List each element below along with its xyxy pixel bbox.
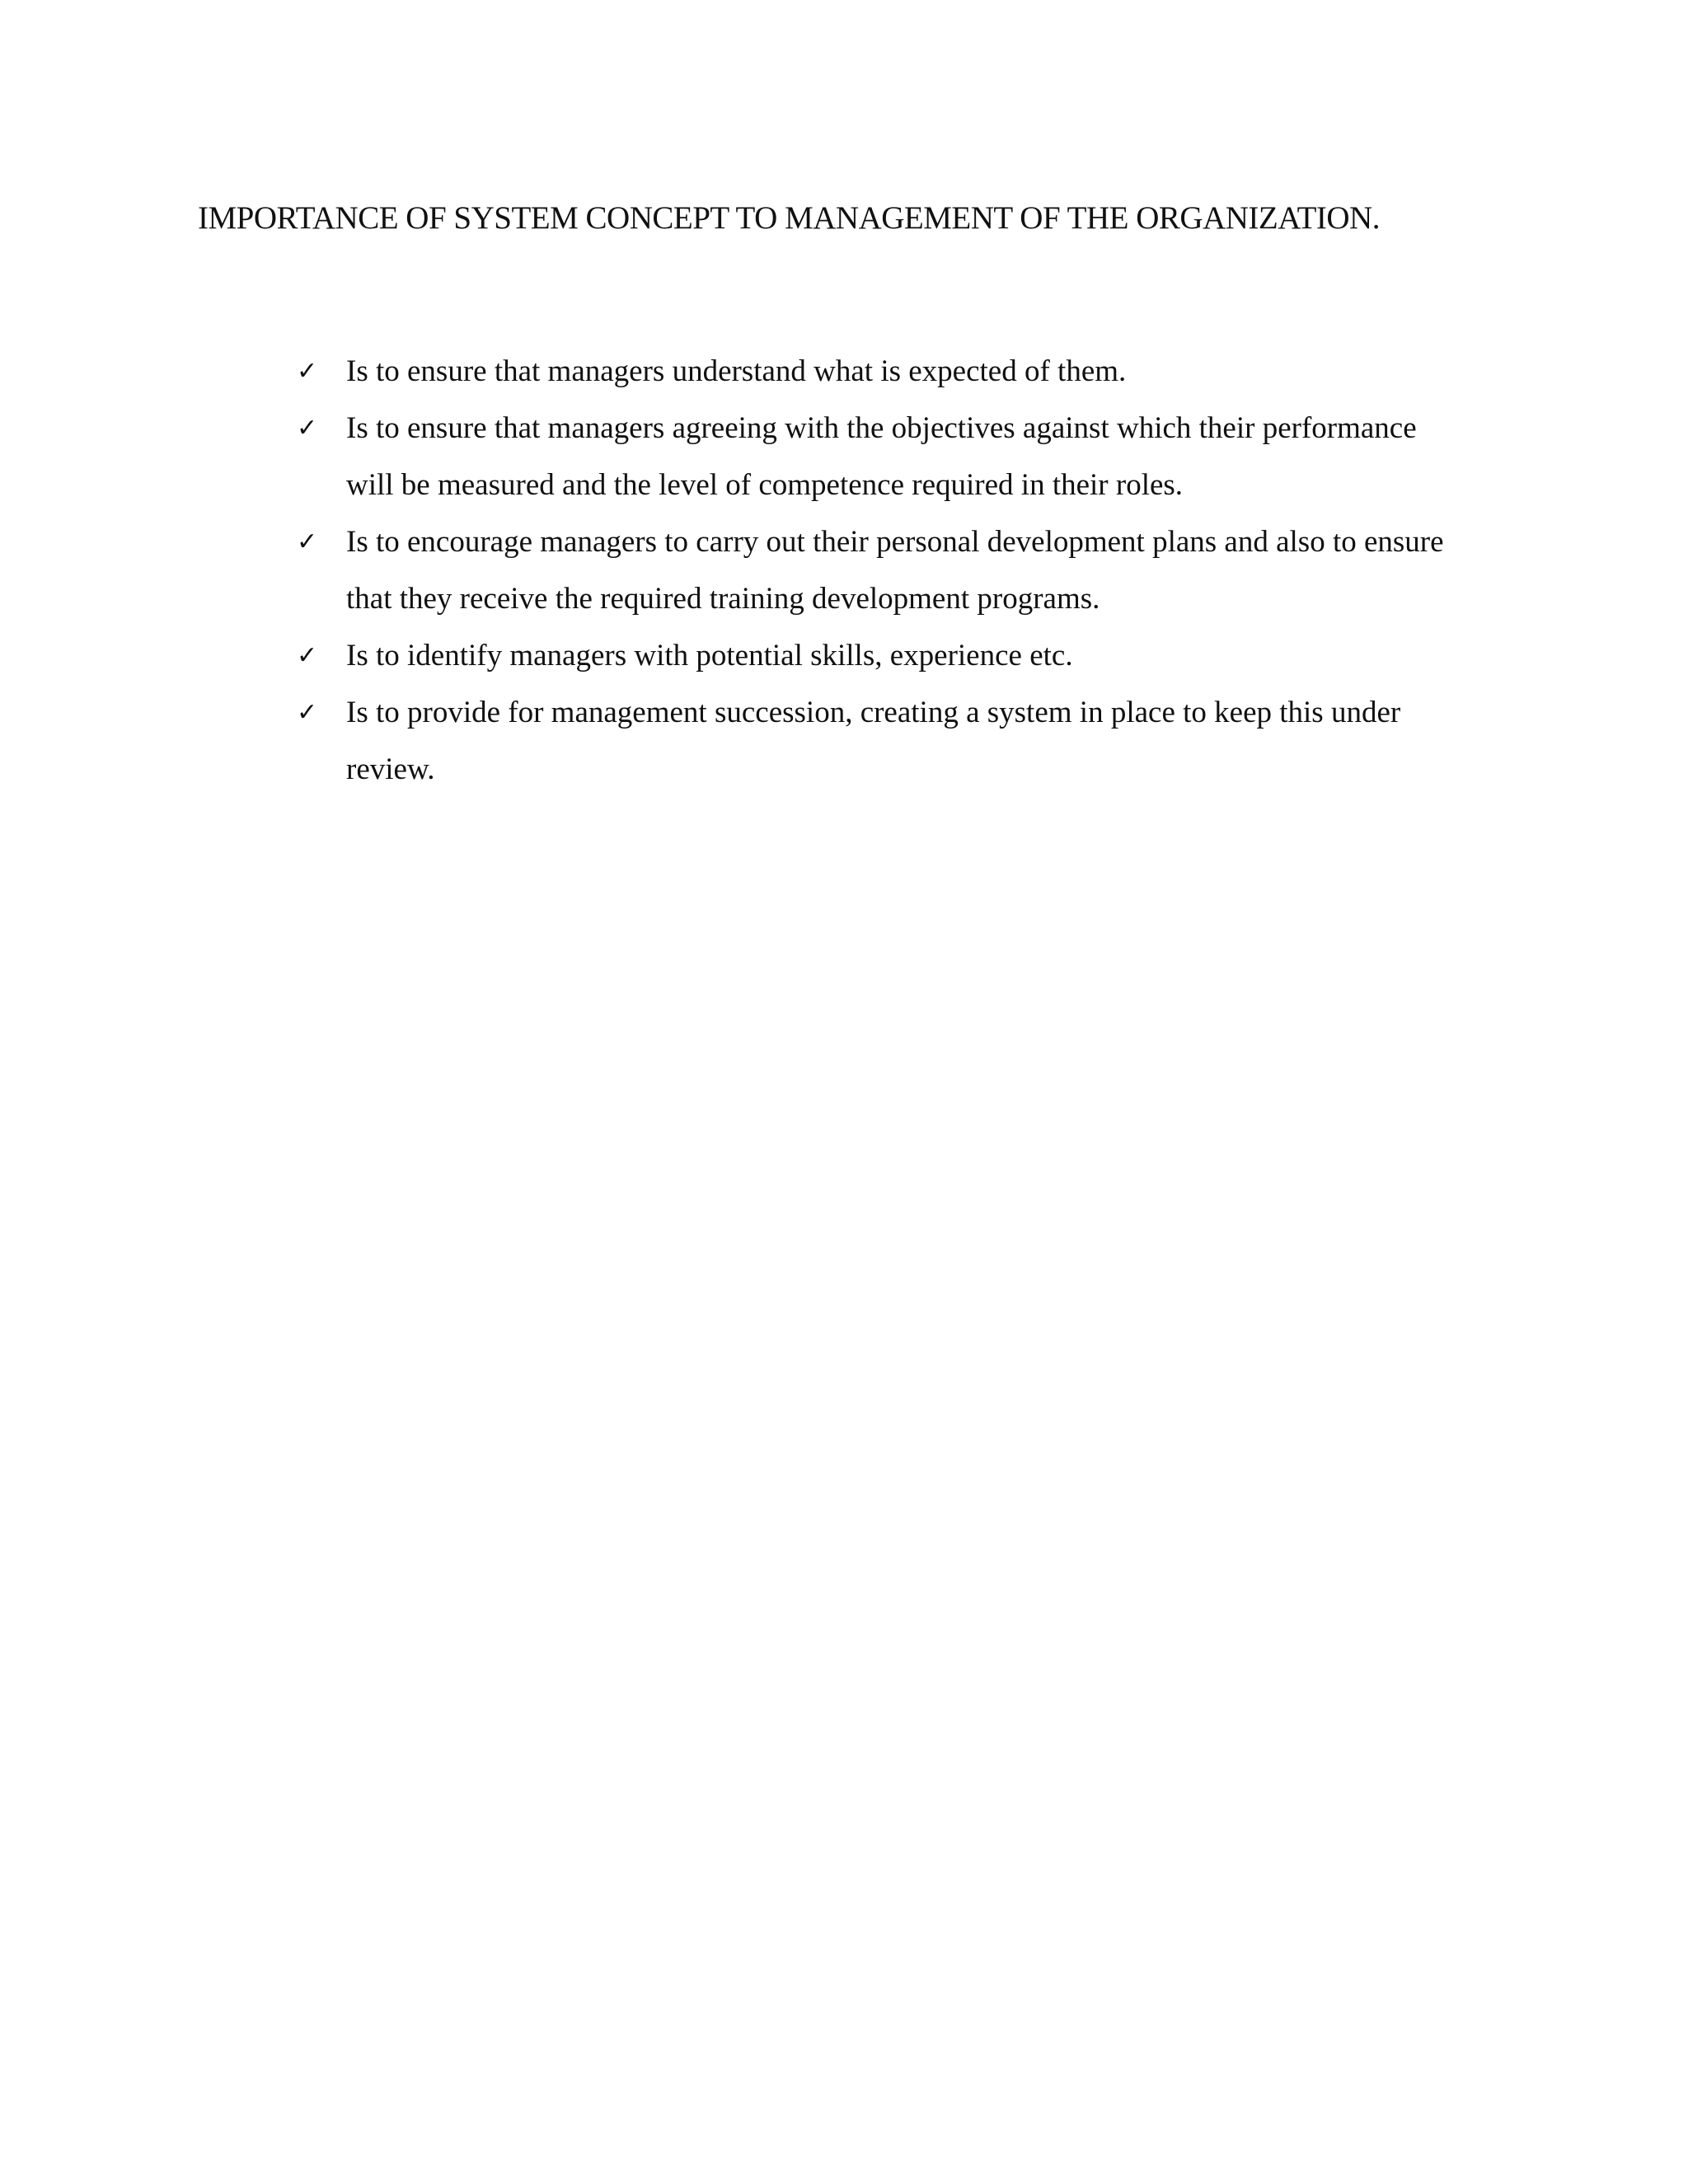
list-item-text: Is to encourage managers to carry out their personal development plans and also to ensure that they receive the required training development programs. <box>346 525 1444 616</box>
checkmark-icon: ✓ <box>297 414 318 443</box>
checkmark-icon: ✓ <box>297 527 318 556</box>
list-item <box>297 343 1451 400</box>
list-item <box>297 513 1451 627</box>
list-item-text: Is to identify managers with potential skills, experience etc. <box>346 639 1073 673</box>
checkmark-icon: ✓ <box>297 698 318 727</box>
list-item <box>297 627 1451 684</box>
checkmark-icon: ✓ <box>297 641 318 670</box>
list-item <box>297 400 1451 513</box>
list-item-text: Is to provide for management succession, creating a system in place to keep this under review. <box>346 696 1401 786</box>
checklist <box>297 343 1451 798</box>
list-item <box>297 684 1451 798</box>
page-heading: IMPORTANCE OF SYSTEM CONCEPT TO MANAGEMENT OF THE ORGANIZATION. <box>198 200 1380 236</box>
list-item-text: Is to ensure that managers agreeing with the objectives against which their performance will be measured and the level of competence required in their roles. <box>346 411 1417 502</box>
checkmark-icon: ✓ <box>297 357 318 386</box>
list-item-text: Is to ensure that managers understand what is expected of them. <box>346 354 1127 388</box>
